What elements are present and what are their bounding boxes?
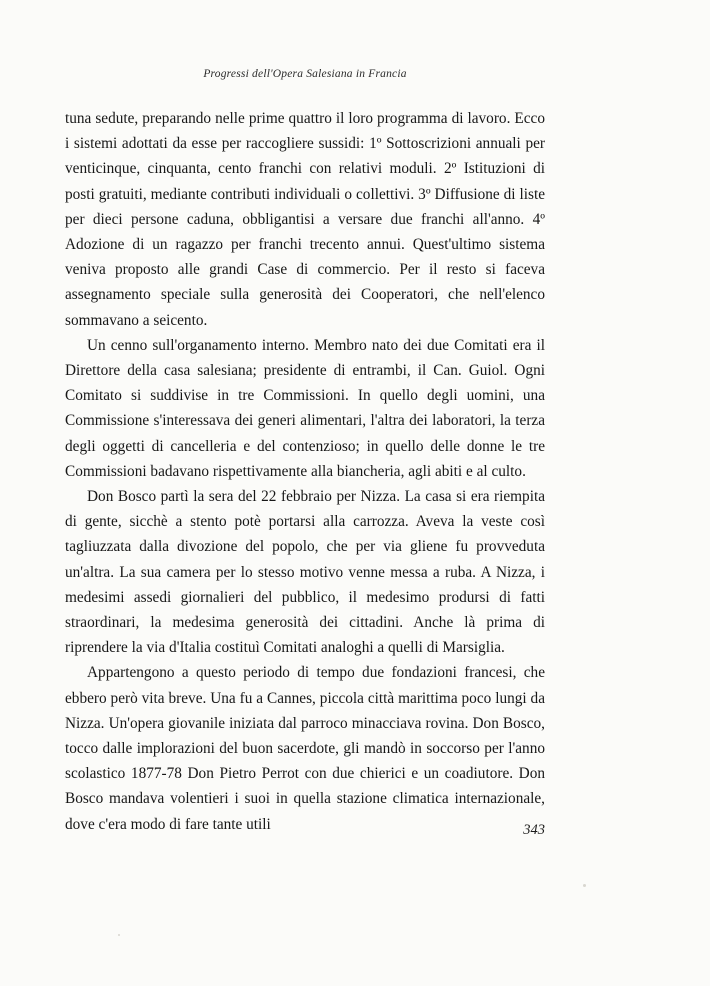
running-head: Progressi dell'Opera Salesiana in Francia xyxy=(203,68,407,80)
paper-speck xyxy=(583,884,586,887)
page-number: 343 xyxy=(523,822,545,838)
paragraph-1: tuna sedute, preparando nelle prime quattro il loro programma di lavoro. Ecco i sistemi adottati da esse per raccogliere sussidi: 1º Sottoscrizioni annuali per venticinque, cinquanta, cento franchi con relativi moduli. 2º Istituzioni di posti gratuiti, mediante contributi individuali o collettivi. 3º Diffusione di liste per dieci persone caduna, obbligantisi a versare due franchi all'anno. 4º Adozione di un ragazzo per franchi trecento annui. Quest'ultimo sistema veniva proposto alle grandi Case di commercio. Per il resto si faceva assegnamento speciale sulla generosità dei Cooperatori, che nell'elenco sommavano a seicento. xyxy=(65,110,545,329)
paragraph-4: Appartengono a questo periodo di tempo due fondazioni francesi, che ebbero però vita breve. Una fu a Cannes, piccola città marittima poco lungi da Nizza. Un'opera giovanile iniziata dal parroco minacciava rovina. Don Bosco, tocco dalle implorazioni del buon sacerdote, gli mandò in soccorso per l'anno scolastico 1877-78 Don Pietro Perrot con due chierici e un coadiutore. Don Bosco mandava volentieri i suoi in quella stazione climatica internazionale, dove c'era modo di fare tante utili xyxy=(65,664,545,833)
paper-speck xyxy=(118,934,120,936)
paragraph-3: Don Bosco partì la sera del 22 febbraio per Nizza. La casa si era riempita di gente, sicchè a stento potè portarsi alla carrozza. Aveva la veste così tagliuzzata dalla divozione del popolo, che per via gliene fu provveduta un'altra. La sua camera per lo stesso motivo venne messa a ruba. A Nizza, i medesimi assedi giornalieri del pubblico, il medesimo prodursi di fatti straordinari, la medesima generosità dei cittadini. Anche là prima di riprendere la via d'Italia costituì Comitati analoghi a quelli di Marsiglia. xyxy=(65,488,545,657)
paragraph-2: Un cenno sull'organamento interno. Membro nato dei due Comitati era il Direttore della casa salesiana; presidente di entrambi, il Can. Guiol. Ogni Comitato si suddivise in tre Commissioni. In quello degli uomini, una Commissione s'interessava dei generi alimentari, l'altra dei laboratori, la terza degli oggetti di cancelleria e del contenzioso; in quello delle donne le tre Commissioni badavano rispettivamente alla biancheria, agli abiti e al culto. xyxy=(65,336,545,480)
body-text xyxy=(65,106,545,837)
page-content xyxy=(65,68,545,837)
